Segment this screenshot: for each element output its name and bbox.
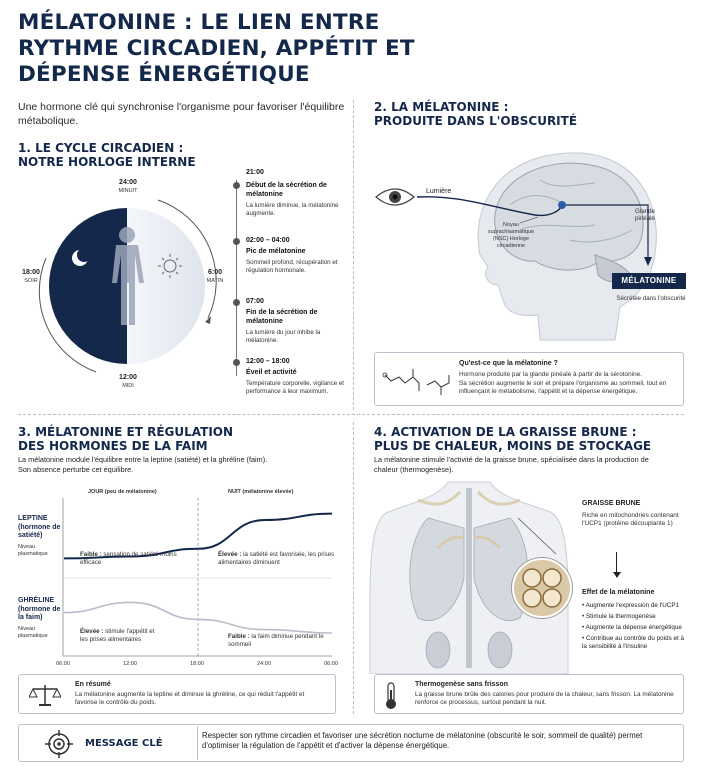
timeline-dot <box>233 359 240 366</box>
clock-label-top: MINUIT <box>118 187 138 194</box>
x-tick: 18:00 <box>190 661 204 667</box>
page-subtitle: Une hormone clé qui synchronise l'organisme pour favoriser l'équilibre métabolique. <box>18 101 345 127</box>
timeline-text: La lumière du jour inhibe la mélatonine. <box>246 329 321 344</box>
section4-title-line1: 4. ACTIVATION DE LA GRAISSE BRUNE : <box>374 425 637 439</box>
timeline-text: Température corporelle, vigilance et performance à leur maximum. <box>246 380 345 395</box>
melatonin-badge: MÉLATONINE <box>612 273 686 289</box>
eye-icon <box>376 189 414 205</box>
ghrelin-axis-label <box>18 597 63 640</box>
cells-svg <box>514 560 570 616</box>
ghrelin-sublabel: Niveau plasmatique <box>18 625 48 639</box>
x-tick: 06:00 <box>56 661 70 667</box>
ghrelin-day-note <box>80 628 162 644</box>
thermo-title: Thermogenèse sans frisson <box>415 681 508 688</box>
effects-list <box>582 602 686 651</box>
effect-item: • Contribue au contrôle du poids et à la sensibilité à l'insuline <box>582 635 684 650</box>
leptin-label: LEPTINE (hormone de satiété) <box>18 515 61 539</box>
circadian-clock <box>18 178 233 393</box>
section1-title-line1: 1. LE CYCLE CIRCADIEN : <box>18 141 184 155</box>
effect-arrow-head <box>613 572 621 578</box>
effect-item: • Augmente la dépense énergétique <box>582 624 682 631</box>
clock-label-left: SOIR <box>24 277 38 284</box>
timeline-item <box>246 168 351 218</box>
effect-title: Effet de la mélatonine <box>582 589 655 596</box>
clock-time-right: 6:00 <box>207 269 222 276</box>
section2-title-line1: 2. LA MÉLATONINE : <box>374 100 509 114</box>
clock-label-noon <box>113 374 143 390</box>
brown-fat-text: Riche en mitochondries contenant l'UCP1 (protéine découplante 1) <box>582 512 679 528</box>
effect-arrow-line <box>616 552 617 574</box>
clock-label-bottom: MIDI <box>122 382 134 389</box>
clock-label-morning <box>200 269 230 285</box>
timeline-heading: Début de la sécrétion de mélatonine <box>246 182 327 198</box>
timeline-text: La lumière diminue, la mélatonine augmente. <box>246 202 339 217</box>
summary-box <box>18 674 336 714</box>
brown-fat-title: GRAISSE BRUNE <box>582 500 641 507</box>
section2-title-line2: PRODUITE DANS L'OBSCURITÉ <box>374 114 578 128</box>
info-text2: Sa sécrétion augmente le soir et prépare l'organisme au sommeil, tout en influençant le métabolisme, l'appétit et la dépense énergétique. <box>459 380 667 395</box>
effect-item: • Augmente l'expression de l'UCP1 <box>582 602 680 609</box>
left-kidney <box>426 632 450 668</box>
key-message-box <box>18 724 684 762</box>
info-title: Qu'est-ce que la mélatonine ? <box>459 360 558 367</box>
clock-time-bottom: 12:00 <box>119 374 137 381</box>
x-tick: 06:00 <box>324 661 338 667</box>
divider-vertical-bottom <box>353 422 354 714</box>
night-half <box>49 208 127 364</box>
timeline-dot <box>233 299 240 306</box>
timeline-text: Sommeil profond, récupération et régulation hormonale. <box>246 259 338 274</box>
clock-label-right: MATIN <box>206 277 224 284</box>
thermogenesis-box <box>374 674 684 714</box>
section3-title-line1: 3. MÉLATONINE ET RÉGULATION <box>18 425 234 439</box>
page-title: MÉLATONINE : LE LIEN ENTRE RYTHME CIRCADIEN, APPÉTIT ET DÉPENSE ÉNERGÉTIQUE <box>18 10 415 87</box>
x-tick: 24:00 <box>257 661 271 667</box>
melatonin-info-box <box>374 352 684 406</box>
key-message-divider <box>197 726 198 760</box>
timeline-line <box>236 180 237 376</box>
timeline-heading: Pic de mélatonine <box>246 248 306 255</box>
timeline-time: 21:00 <box>246 169 264 176</box>
section1-title-line2: NOTRE HORLOGE INTERNE <box>18 155 196 169</box>
section3-title-line2: DES HORMONES DE LA FAIM <box>18 439 208 453</box>
spine <box>466 488 472 668</box>
pineal-dot <box>558 201 566 209</box>
timeline-item <box>246 357 351 396</box>
day-label: JOUR (peu de mélatonine) <box>88 489 157 495</box>
info-text1: Hormone produite par la glande pinéale à partir de la sérotonine. <box>459 371 642 378</box>
leptin-axis-label <box>18 515 63 558</box>
night-label: NUIT (mélatonine élevée) <box>228 489 294 495</box>
effect-item: • Stimule la thermogenèse <box>582 613 656 620</box>
timeline-heading: Éveil et activité <box>246 369 297 376</box>
ghrelin-night-note-text: la faim diminue pendant le sommeil <box>228 633 324 648</box>
right-kidney <box>488 632 512 668</box>
secreted-label: Sécrétée dans l'obscurité <box>616 295 686 302</box>
leptin-night-note <box>218 551 336 567</box>
brain-shape <box>495 163 643 270</box>
section1-title <box>18 141 196 169</box>
divider-vertical-top <box>353 100 354 410</box>
effect-item-text: Augmente l'expression de l'UCP1 <box>585 602 680 609</box>
ghrelin-day-note-text: stimule l'appétit et les prises alimentaires <box>80 628 155 643</box>
leptin-day-note <box>80 551 180 567</box>
timeline-dot <box>233 182 240 189</box>
leptin-day-note-strong: Faible : <box>80 551 102 558</box>
ghrelin-night-note <box>228 633 324 649</box>
key-message-label: MESSAGE CLÉ <box>85 738 163 749</box>
ghrelin-label: GHRÉLINE (hormone de la faim) <box>18 597 61 621</box>
effect-item-text: Contribue au contrôle du poids et à la sensibilité à l'insuline <box>582 635 684 650</box>
thermometer-icon <box>383 682 399 710</box>
clock-label-midnight <box>113 179 143 195</box>
ghrelin-night-note-strong: Faible : <box>228 633 250 640</box>
effect-item-text: Stimule la thermogenèse <box>585 613 656 620</box>
section3-desc: La mélatonine module l'équilibre entre la leptine (satiété) et la ghréline (faim). Son absence perturbe cet équilibre. <box>18 455 268 474</box>
section4-title-line2: PLUS DE CHALEUR, MOINS DE STOCKAGE <box>374 439 652 453</box>
section4-desc: La mélatonine stimule l'activité de la graisse brune, spécialisée dans la production de chaleur (thermogenèse). <box>374 455 649 474</box>
timeline-time: 07:00 <box>246 298 264 305</box>
thermo-text: La graisse brune brûle des calories pour produire de la chaleur, sans frisson. La mélatonine renforce ce processus, surtout pendant la nuit. <box>415 691 674 706</box>
pineal-label: Glande pinéale <box>635 208 655 222</box>
section3-title <box>18 425 233 453</box>
brown-fat-cell-zoom <box>512 558 572 618</box>
clock-time-top: 24:00 <box>119 179 137 186</box>
clock-svg <box>18 178 233 393</box>
molecule-icon <box>381 363 461 399</box>
nsc-label: Noyau suprachiasmatique (NSC) Horloge circadienne <box>487 222 535 249</box>
section2-title <box>374 100 577 128</box>
timeline-time: 12:00 – 18:00 <box>246 358 290 365</box>
clock-time-left: 18:00 <box>22 269 40 276</box>
clock-label-evening <box>16 269 46 285</box>
timeline-time: 02:00 – 04:00 <box>246 237 290 244</box>
light-label: Lumière <box>426 188 452 195</box>
section4-title <box>374 425 651 453</box>
timeline-item <box>246 236 351 275</box>
target-icon <box>45 730 73 758</box>
effect-item-text: Augmente la dépense énergétique <box>585 624 682 631</box>
divider-horizontal <box>18 414 684 415</box>
timeline-item <box>246 297 351 345</box>
summary-text: La mélatonine augmente la leptine et diminue la ghréline, ce qui réduit l'appétit et favorise le contrôle du poids. <box>75 691 305 706</box>
ghrelin-day-note-strong: Élevée : <box>80 628 104 635</box>
key-message-text: Respecter son rythme circadien et favoriser une sécrétion nocturne de mélatonine (obscurité le soir, sommeil de qualité) permet d'optimiser la régulation de l'appétit et d'activer la dépense énergétique. <box>202 731 643 751</box>
leptin-night-note-text: la satiété est favorisée, les prises alimentaires diminuent <box>218 551 335 566</box>
day-half <box>127 208 205 364</box>
x-tick: 12:00 <box>123 661 137 667</box>
timeline-dot <box>233 238 240 245</box>
scale-icon <box>29 683 61 709</box>
leptin-sublabel: Niveau plasmatique <box>18 543 48 557</box>
leptin-night-note-strong: Élevée : <box>218 551 242 558</box>
timeline-heading: Fin de la sécrétion de mélatonine <box>246 309 318 325</box>
summary-title: En résumé <box>75 681 111 688</box>
leptin-day-note-text: sensation de satiété moins efficace <box>80 551 177 566</box>
